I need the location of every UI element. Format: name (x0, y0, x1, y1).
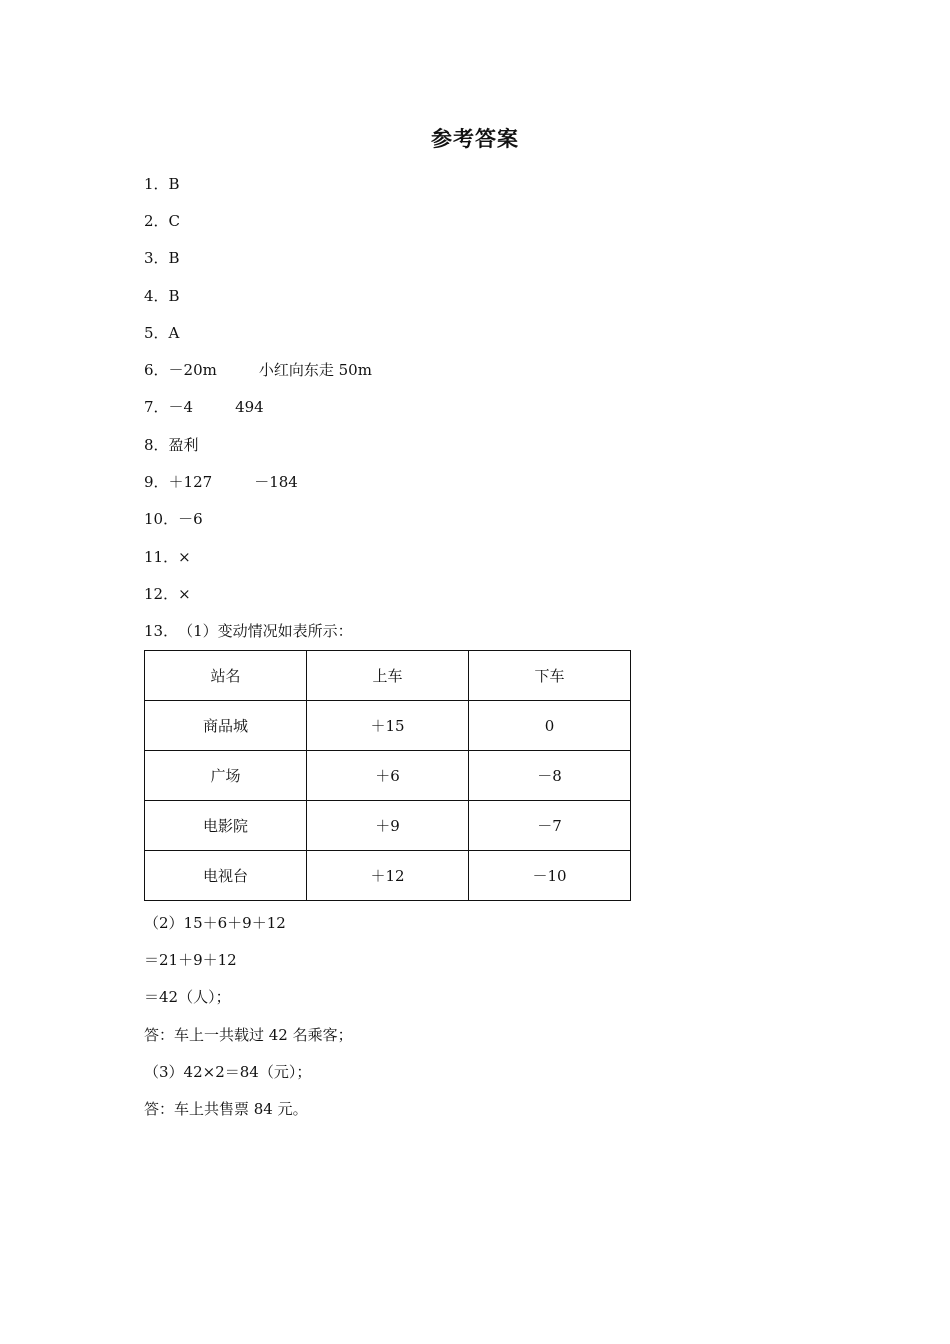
answer-text: ＋127 (168, 473, 213, 491)
solution-line: 答：车上共售票 84 元。 (144, 1100, 308, 1118)
solution-line: （3）42×2＝84（元）； (144, 1063, 312, 1081)
solution-line: ＝42（人）； (144, 988, 231, 1006)
answer-text: A (168, 324, 180, 342)
table-cell: ＋6 (307, 751, 469, 801)
answer-text: × (178, 548, 191, 566)
answer-11 (144, 546, 191, 568)
answer-number: 4． (144, 287, 169, 305)
table-cell: 0 (469, 701, 631, 751)
answer-text: B (168, 287, 180, 305)
solution-line: ＝21＋9＋12 (144, 951, 237, 969)
table-header-row (145, 651, 631, 701)
table-row (145, 801, 631, 851)
answer-1 (144, 173, 180, 195)
answer-3 (144, 247, 180, 269)
answer-6 (144, 359, 372, 381)
table-header-cell: 上车 (307, 651, 469, 701)
answer-text: －20m (168, 361, 217, 379)
table-header-cell: 下车 (469, 651, 631, 701)
answer-number: 12． (144, 585, 179, 603)
answer-number: 2． (144, 212, 169, 230)
answer-text: B (168, 249, 180, 267)
answer-text-second: 小红向东走 50m (258, 361, 372, 379)
table-cell: －10 (469, 851, 631, 901)
table-cell: ＋15 (307, 701, 469, 751)
answer-number: 9． (144, 473, 169, 491)
table-cell: －7 (469, 801, 631, 851)
table-row (145, 751, 631, 801)
answer-2 (144, 210, 180, 232)
table-cell: ＋9 (307, 801, 469, 851)
answer-8 (144, 434, 199, 456)
solution-line: 答：车上一共载过 42 名乘客； (144, 1026, 353, 1044)
answer-number: 13． (144, 622, 179, 640)
answer-number: 3． (144, 249, 169, 267)
answer-number: 5． (144, 324, 169, 342)
answer-10 (144, 508, 203, 530)
answer-number: 11． (144, 548, 179, 566)
passenger-change-table (144, 650, 631, 901)
answer-text: 盈利 (168, 436, 199, 454)
solution-line: （2）15＋6＋9＋12 (144, 914, 286, 932)
table-header-cell: 站名 (145, 651, 307, 701)
page-title: 参考答案 (431, 127, 519, 151)
answer-7 (144, 396, 264, 418)
answer-4 (144, 285, 180, 307)
table-row (145, 851, 631, 901)
answer-text-second: －184 (254, 473, 298, 491)
answer-number: 10． (144, 510, 179, 528)
answer-text: C (168, 212, 181, 230)
table-row (145, 701, 631, 751)
answer-number: 8． (144, 436, 169, 454)
answer-text: × (178, 585, 191, 603)
answer-text: B (168, 175, 180, 193)
answer-number: 6． (144, 361, 169, 379)
answer-text: －4 (168, 398, 194, 416)
answer-number: 7． (144, 398, 169, 416)
table-cell: 商品城 (145, 701, 307, 751)
answer-text: （1）变动情况如表所示： (178, 622, 353, 640)
table-cell: 广场 (145, 751, 307, 801)
answer-text-second: 494 (235, 398, 264, 416)
answer-number: 1． (144, 175, 169, 193)
table-cell: ＋12 (307, 851, 469, 901)
answer-5 (144, 322, 179, 344)
answer-text: －6 (178, 510, 203, 528)
table-cell: 电影院 (145, 801, 307, 851)
table-cell: 电视台 (145, 851, 307, 901)
answer-9 (144, 471, 298, 493)
table-cell: －8 (469, 751, 631, 801)
answer-12 (144, 583, 191, 605)
answer-13 (144, 620, 353, 642)
